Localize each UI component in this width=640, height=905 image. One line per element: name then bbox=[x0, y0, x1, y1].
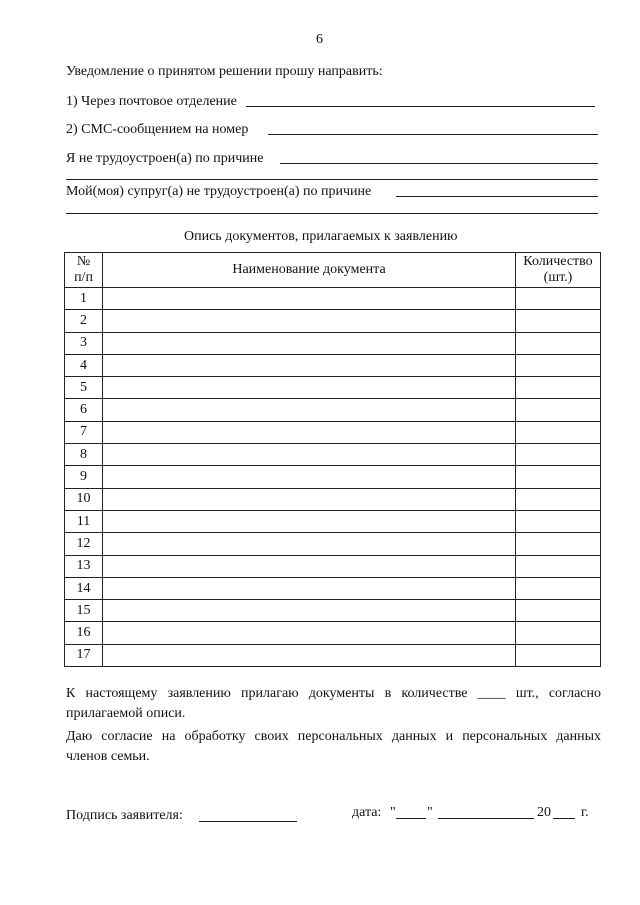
quantity-cell[interactable] bbox=[516, 288, 601, 310]
document-name-cell[interactable] bbox=[103, 622, 516, 644]
date-day-field[interactable] bbox=[396, 818, 426, 819]
document-name-cell[interactable] bbox=[103, 600, 516, 622]
document-name-cell[interactable] bbox=[103, 555, 516, 577]
row-number: 4 bbox=[65, 354, 103, 376]
document-name-cell[interactable] bbox=[103, 577, 516, 599]
table-row bbox=[65, 399, 601, 421]
header-document-name: Наименование документа bbox=[103, 253, 516, 288]
quantity-cell[interactable] bbox=[516, 533, 601, 555]
table-row bbox=[65, 421, 601, 443]
table-row bbox=[65, 600, 601, 622]
table-row bbox=[65, 310, 601, 332]
row-number: 12 bbox=[65, 533, 103, 555]
table-row bbox=[65, 510, 601, 532]
date-quote-open: " bbox=[390, 805, 396, 820]
quantity-cell[interactable] bbox=[516, 488, 601, 510]
quantity-cell[interactable] bbox=[516, 444, 601, 466]
date-month-field[interactable] bbox=[438, 818, 534, 819]
row-number: 17 bbox=[65, 644, 103, 666]
year-prefix: 20 bbox=[537, 805, 551, 820]
table-row bbox=[65, 644, 601, 666]
table-row bbox=[65, 466, 601, 488]
consent-line-2: членов семьи. bbox=[66, 749, 150, 764]
consent-statement bbox=[66, 727, 601, 767]
quantity-cell[interactable] bbox=[516, 466, 601, 488]
document-name-cell[interactable] bbox=[103, 310, 516, 332]
quantity-cell[interactable] bbox=[516, 622, 601, 644]
date-quote-close: " bbox=[427, 805, 433, 820]
row-number: 1 bbox=[65, 288, 103, 310]
quantity-cell[interactable] bbox=[516, 600, 601, 622]
quantity-cell[interactable] bbox=[516, 332, 601, 354]
document-name-cell[interactable] bbox=[103, 488, 516, 510]
quantity-cell[interactable] bbox=[516, 555, 601, 577]
table-row bbox=[65, 488, 601, 510]
row-number: 10 bbox=[65, 488, 103, 510]
date-year-field[interactable] bbox=[553, 818, 575, 819]
row-number: 7 bbox=[65, 421, 103, 443]
row-number: 8 bbox=[65, 444, 103, 466]
attachment-statement bbox=[66, 684, 601, 724]
table-row bbox=[65, 622, 601, 644]
table-row bbox=[65, 444, 601, 466]
header-quantity: Количество (шт.) bbox=[516, 253, 601, 288]
quantity-cell[interactable] bbox=[516, 354, 601, 376]
quantity-cell[interactable] bbox=[516, 644, 601, 666]
quantity-cell[interactable] bbox=[516, 310, 601, 332]
table-row bbox=[65, 354, 601, 376]
table-row bbox=[65, 577, 601, 599]
row-number: 6 bbox=[65, 399, 103, 421]
document-name-cell[interactable] bbox=[103, 644, 516, 666]
row-number: 2 bbox=[65, 310, 103, 332]
document-name-cell[interactable] bbox=[103, 354, 516, 376]
year-suffix: г. bbox=[581, 805, 589, 820]
unemployed-label: Я не трудоустроен(а) по причине bbox=[66, 151, 264, 166]
spouse-reason-field[interactable] bbox=[396, 196, 598, 197]
quantity-cell[interactable] bbox=[516, 377, 601, 399]
consent-line-1: Даю согласие на обработку своих персональных данных и персональных данных bbox=[66, 729, 601, 744]
signature-field[interactable] bbox=[199, 821, 297, 822]
unemployed-reason-field-2[interactable] bbox=[66, 179, 598, 180]
document-name-cell[interactable] bbox=[103, 533, 516, 555]
table-row bbox=[65, 288, 601, 310]
option-sms-label: 2) СМС-сообщением на номер bbox=[66, 122, 249, 137]
inventory-table bbox=[64, 252, 601, 667]
attachment-line-2: прилагаемой описи. bbox=[66, 706, 186, 721]
document-name-cell[interactable] bbox=[103, 332, 516, 354]
table-row bbox=[65, 555, 601, 577]
unemployed-reason-field[interactable] bbox=[280, 163, 598, 164]
inventory-title: Опись документов, прилагаемых к заявлению bbox=[184, 229, 458, 244]
row-number: 16 bbox=[65, 622, 103, 644]
inventory-header-row bbox=[65, 253, 601, 288]
post-office-field[interactable] bbox=[246, 106, 595, 107]
document-name-cell[interactable] bbox=[103, 377, 516, 399]
date-label: дата: bbox=[352, 805, 382, 820]
row-number: 13 bbox=[65, 555, 103, 577]
spouse-unemployed-label: Мой(моя) супруг(а) не трудоустроен(а) по причине bbox=[66, 184, 372, 199]
option-post-label: 1) Через почтовое отделение bbox=[66, 94, 237, 109]
table-row bbox=[65, 332, 601, 354]
header-number: № п/п bbox=[65, 253, 103, 288]
row-number: 11 bbox=[65, 510, 103, 532]
row-number: 5 bbox=[65, 377, 103, 399]
document-name-cell[interactable] bbox=[103, 466, 516, 488]
document-name-cell[interactable] bbox=[103, 444, 516, 466]
table-row bbox=[65, 377, 601, 399]
notification-title: Уведомление о принятом решении прошу направить: bbox=[66, 64, 383, 79]
table-row bbox=[65, 533, 601, 555]
document-name-cell[interactable] bbox=[103, 288, 516, 310]
quantity-cell[interactable] bbox=[516, 421, 601, 443]
row-number: 15 bbox=[65, 600, 103, 622]
row-number: 9 bbox=[65, 466, 103, 488]
document-name-cell[interactable] bbox=[103, 510, 516, 532]
row-number: 14 bbox=[65, 577, 103, 599]
document-name-cell[interactable] bbox=[103, 421, 516, 443]
signature-label: Подпись заявителя: bbox=[66, 808, 183, 823]
quantity-cell[interactable] bbox=[516, 510, 601, 532]
spouse-reason-field-2[interactable] bbox=[66, 213, 598, 214]
phone-number-field[interactable] bbox=[268, 134, 598, 135]
quantity-cell[interactable] bbox=[516, 399, 601, 421]
page-number: 6 bbox=[316, 32, 323, 47]
attachment-line-1: К настоящему заявлению прилагаю документы в количестве ____ шт., согласно bbox=[66, 686, 601, 701]
row-number: 3 bbox=[65, 332, 103, 354]
document-name-cell[interactable] bbox=[103, 399, 516, 421]
quantity-cell[interactable] bbox=[516, 577, 601, 599]
